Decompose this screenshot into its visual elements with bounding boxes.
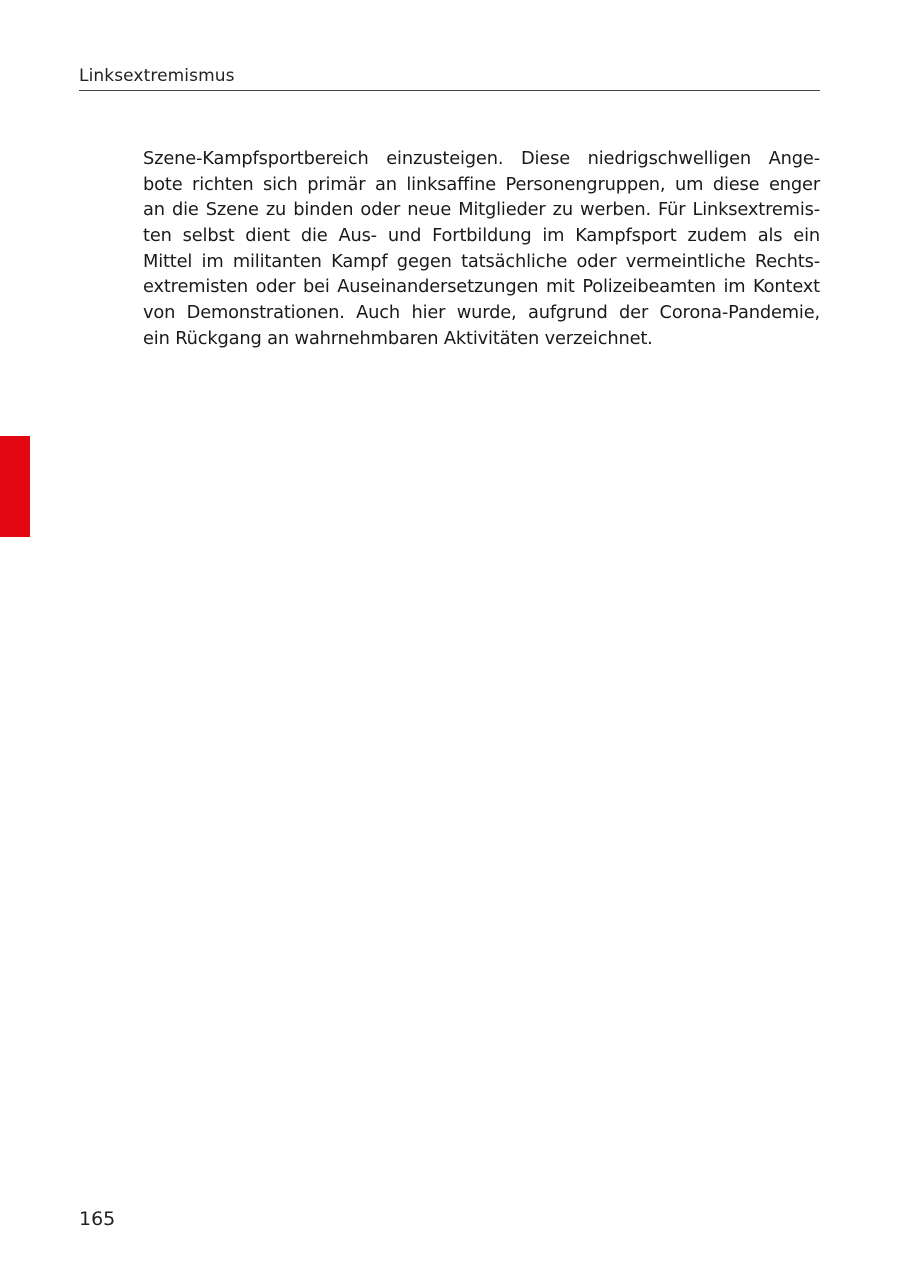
running-header-title: Linksextremismus (79, 66, 235, 86)
header-divider (79, 90, 820, 91)
paragraph-line: Mittel im militanten Kampf gegen tatsächliche oder vermeintliche Rechts- (143, 250, 820, 272)
paragraph-line: Szene-Kampfsportbereich einzusteigen. Diese niedrigschwelligen Ange- (143, 148, 820, 169)
paragraph-line: ten selbst dient die Aus- und Fortbildung im Kampfsport zudem als ein (143, 225, 820, 247)
paragraph-line: ein Rückgang an wahrnehmbaren Aktivitäten verzeichnet. (143, 327, 653, 349)
paragraph-line: an die Szene zu binden oder neue Mitglieder zu werben. Für Linksextremis- (143, 199, 820, 221)
paragraph-line: von Demonstrationen. Auch hier wurde, aufgrund der Corona-Pandemie, (143, 302, 820, 324)
body-paragraph (143, 146, 820, 352)
page-number: 165 (79, 1208, 116, 1230)
chapter-side-tab (0, 436, 30, 537)
paragraph-line: extremisten oder bei Auseinandersetzungen mit Polizeibeamten im Kontext (143, 276, 820, 298)
paragraph-line: bote richten sich primär an linksaffine Personengruppen, um diese enger (143, 173, 820, 195)
